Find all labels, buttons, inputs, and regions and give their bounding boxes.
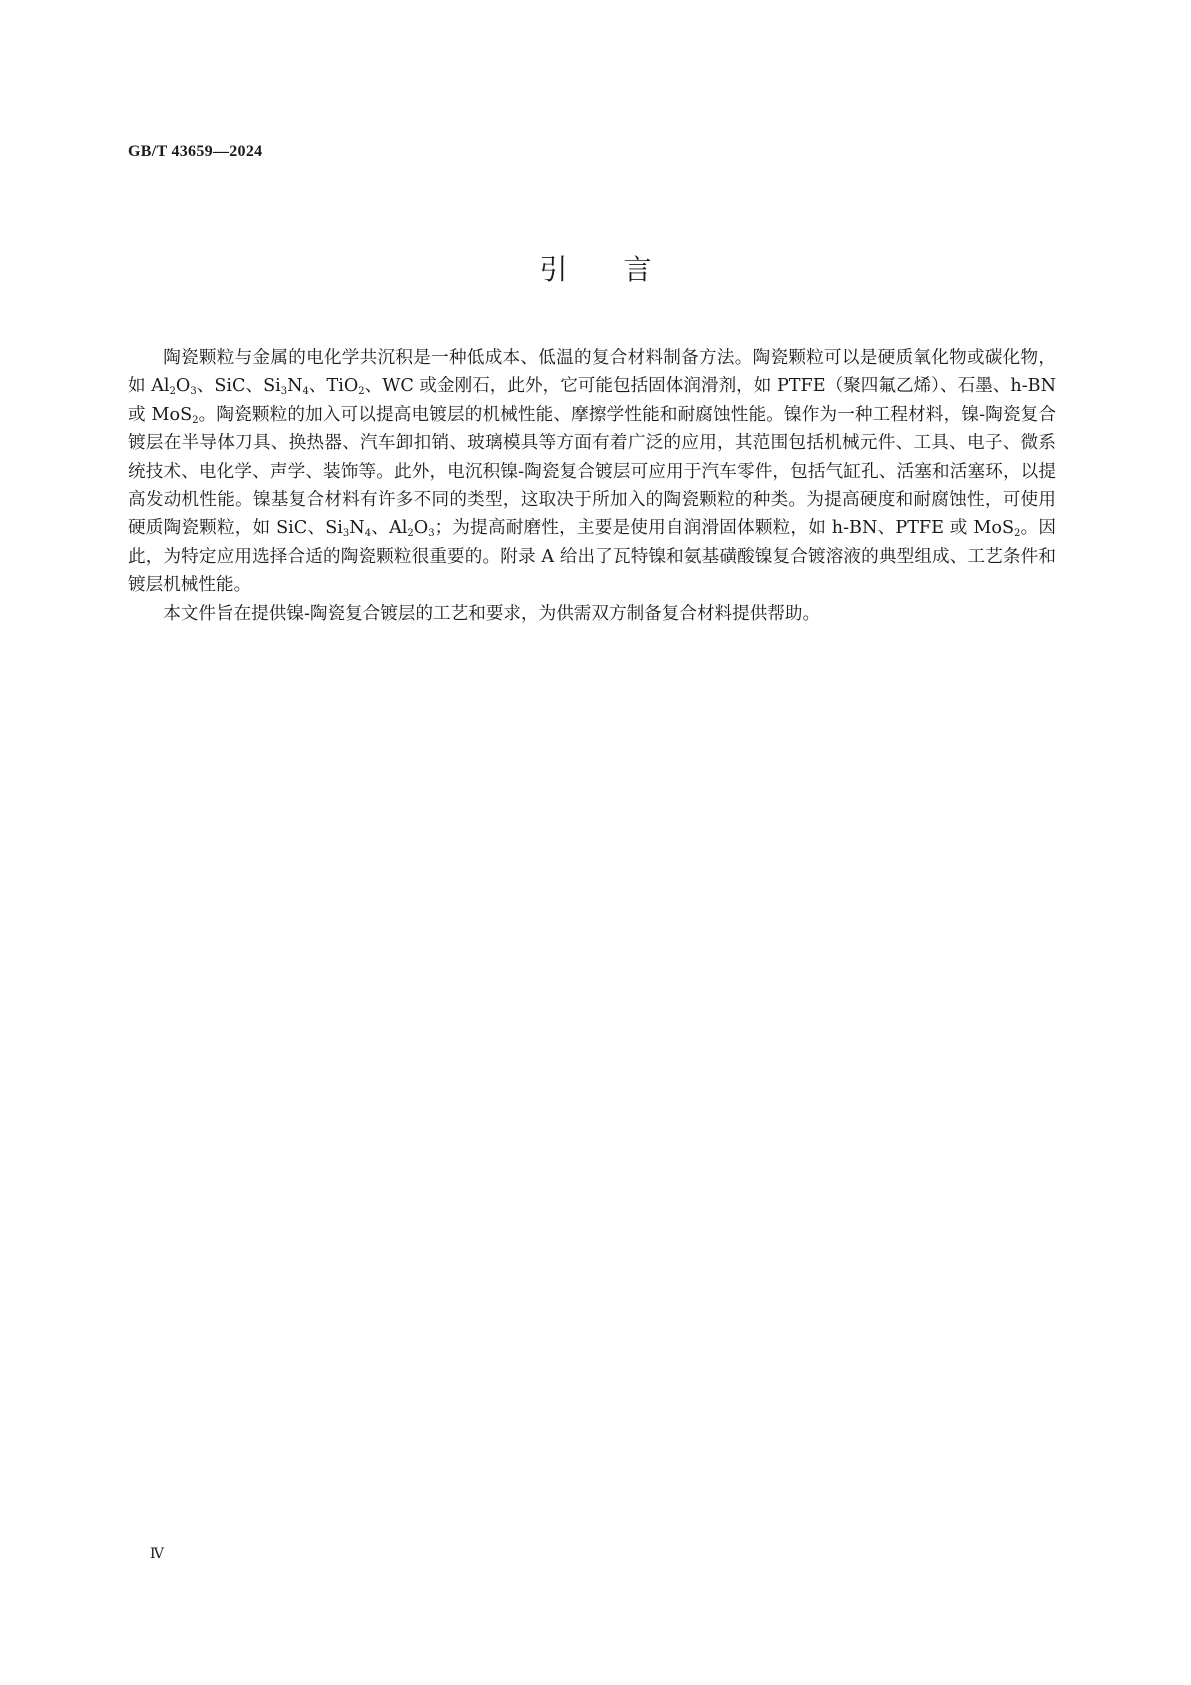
introduction-body	[128, 344, 1056, 628]
page-title: 引言	[539, 253, 708, 286]
text-run: 、SiC、Si	[196, 376, 281, 397]
text-run: O	[175, 376, 191, 397]
subscript: 3	[280, 386, 288, 398]
standard-code: GB/T 43659—2024	[128, 143, 263, 160]
text-run: 、TiO	[308, 376, 359, 397]
text-run: 陶瓷颗粒与金属的电化学共沉积是一种低成本、低温的复合材料制备方法。陶瓷颗粒可以是硬质氧化物或碳化物，如 Al	[128, 348, 1056, 397]
subscript: 2	[1014, 528, 1021, 540]
subscript: 4	[302, 386, 309, 398]
text-run: 。因此，为特定应用选择合适的陶瓷颗粒很重要的。附录 A 给出了瓦特镍和氨基磺酸镍复合镀溶液的典型组成、工艺条件和镀层机械性能。	[128, 518, 1056, 596]
text-run: O	[413, 518, 429, 539]
subscript: 2	[192, 414, 199, 426]
page-number: Ⅳ	[150, 1547, 164, 1562]
subscript: 2	[358, 386, 365, 398]
subscript: 2	[407, 528, 414, 540]
text-run: 、WC 或金刚石，此外，它可能包括固体润滑剂，如 PTFE（聚四氟乙烯）、石墨、h-BN 或 MoS	[128, 376, 1056, 425]
subscript: 3	[190, 386, 197, 398]
text-run: N	[287, 376, 303, 397]
subscript: 4	[364, 528, 372, 540]
text-run: 。陶瓷颗粒的加入可以提高电镀层的机械性能、摩擦学性能和耐腐蚀性能。镍作为一种工程材料，镍-陶瓷复合镀层在半导体刀具、换热器、汽车卸扣销、玻璃模具等方面有着广泛的应用，其范围包括机械元件、工具、电子、微系统技术、电化学、声学、装饰等。此外，电沉积镍-陶瓷复合镀层可应用于汽车零件，包括气缸孔、活塞和活塞环，以提高发动机性能。镍基复合材料有许多不同的类型，这取决于所加入的陶瓷颗粒的种类。为提高硬度和耐腐蚀性，可使用硬质陶瓷颗粒，如 SiC、Si	[128, 404, 1056, 539]
text-run: 、Al	[371, 518, 408, 539]
text-run: N	[349, 518, 365, 539]
text-run: ；为提高耐磨性，主要是使用自润滑固体颗粒，如 h-BN、PTFE 或 MoS	[434, 518, 1015, 539]
paragraph-1	[128, 344, 1056, 600]
subscript: 3	[342, 528, 350, 540]
paragraph-2: 本文件旨在提供镍-陶瓷复合镀层的工艺和要求，为供需双方制备复合材料提供帮助。	[163, 603, 821, 624]
subscript: 3	[428, 528, 435, 540]
subscript: 2	[169, 386, 176, 398]
